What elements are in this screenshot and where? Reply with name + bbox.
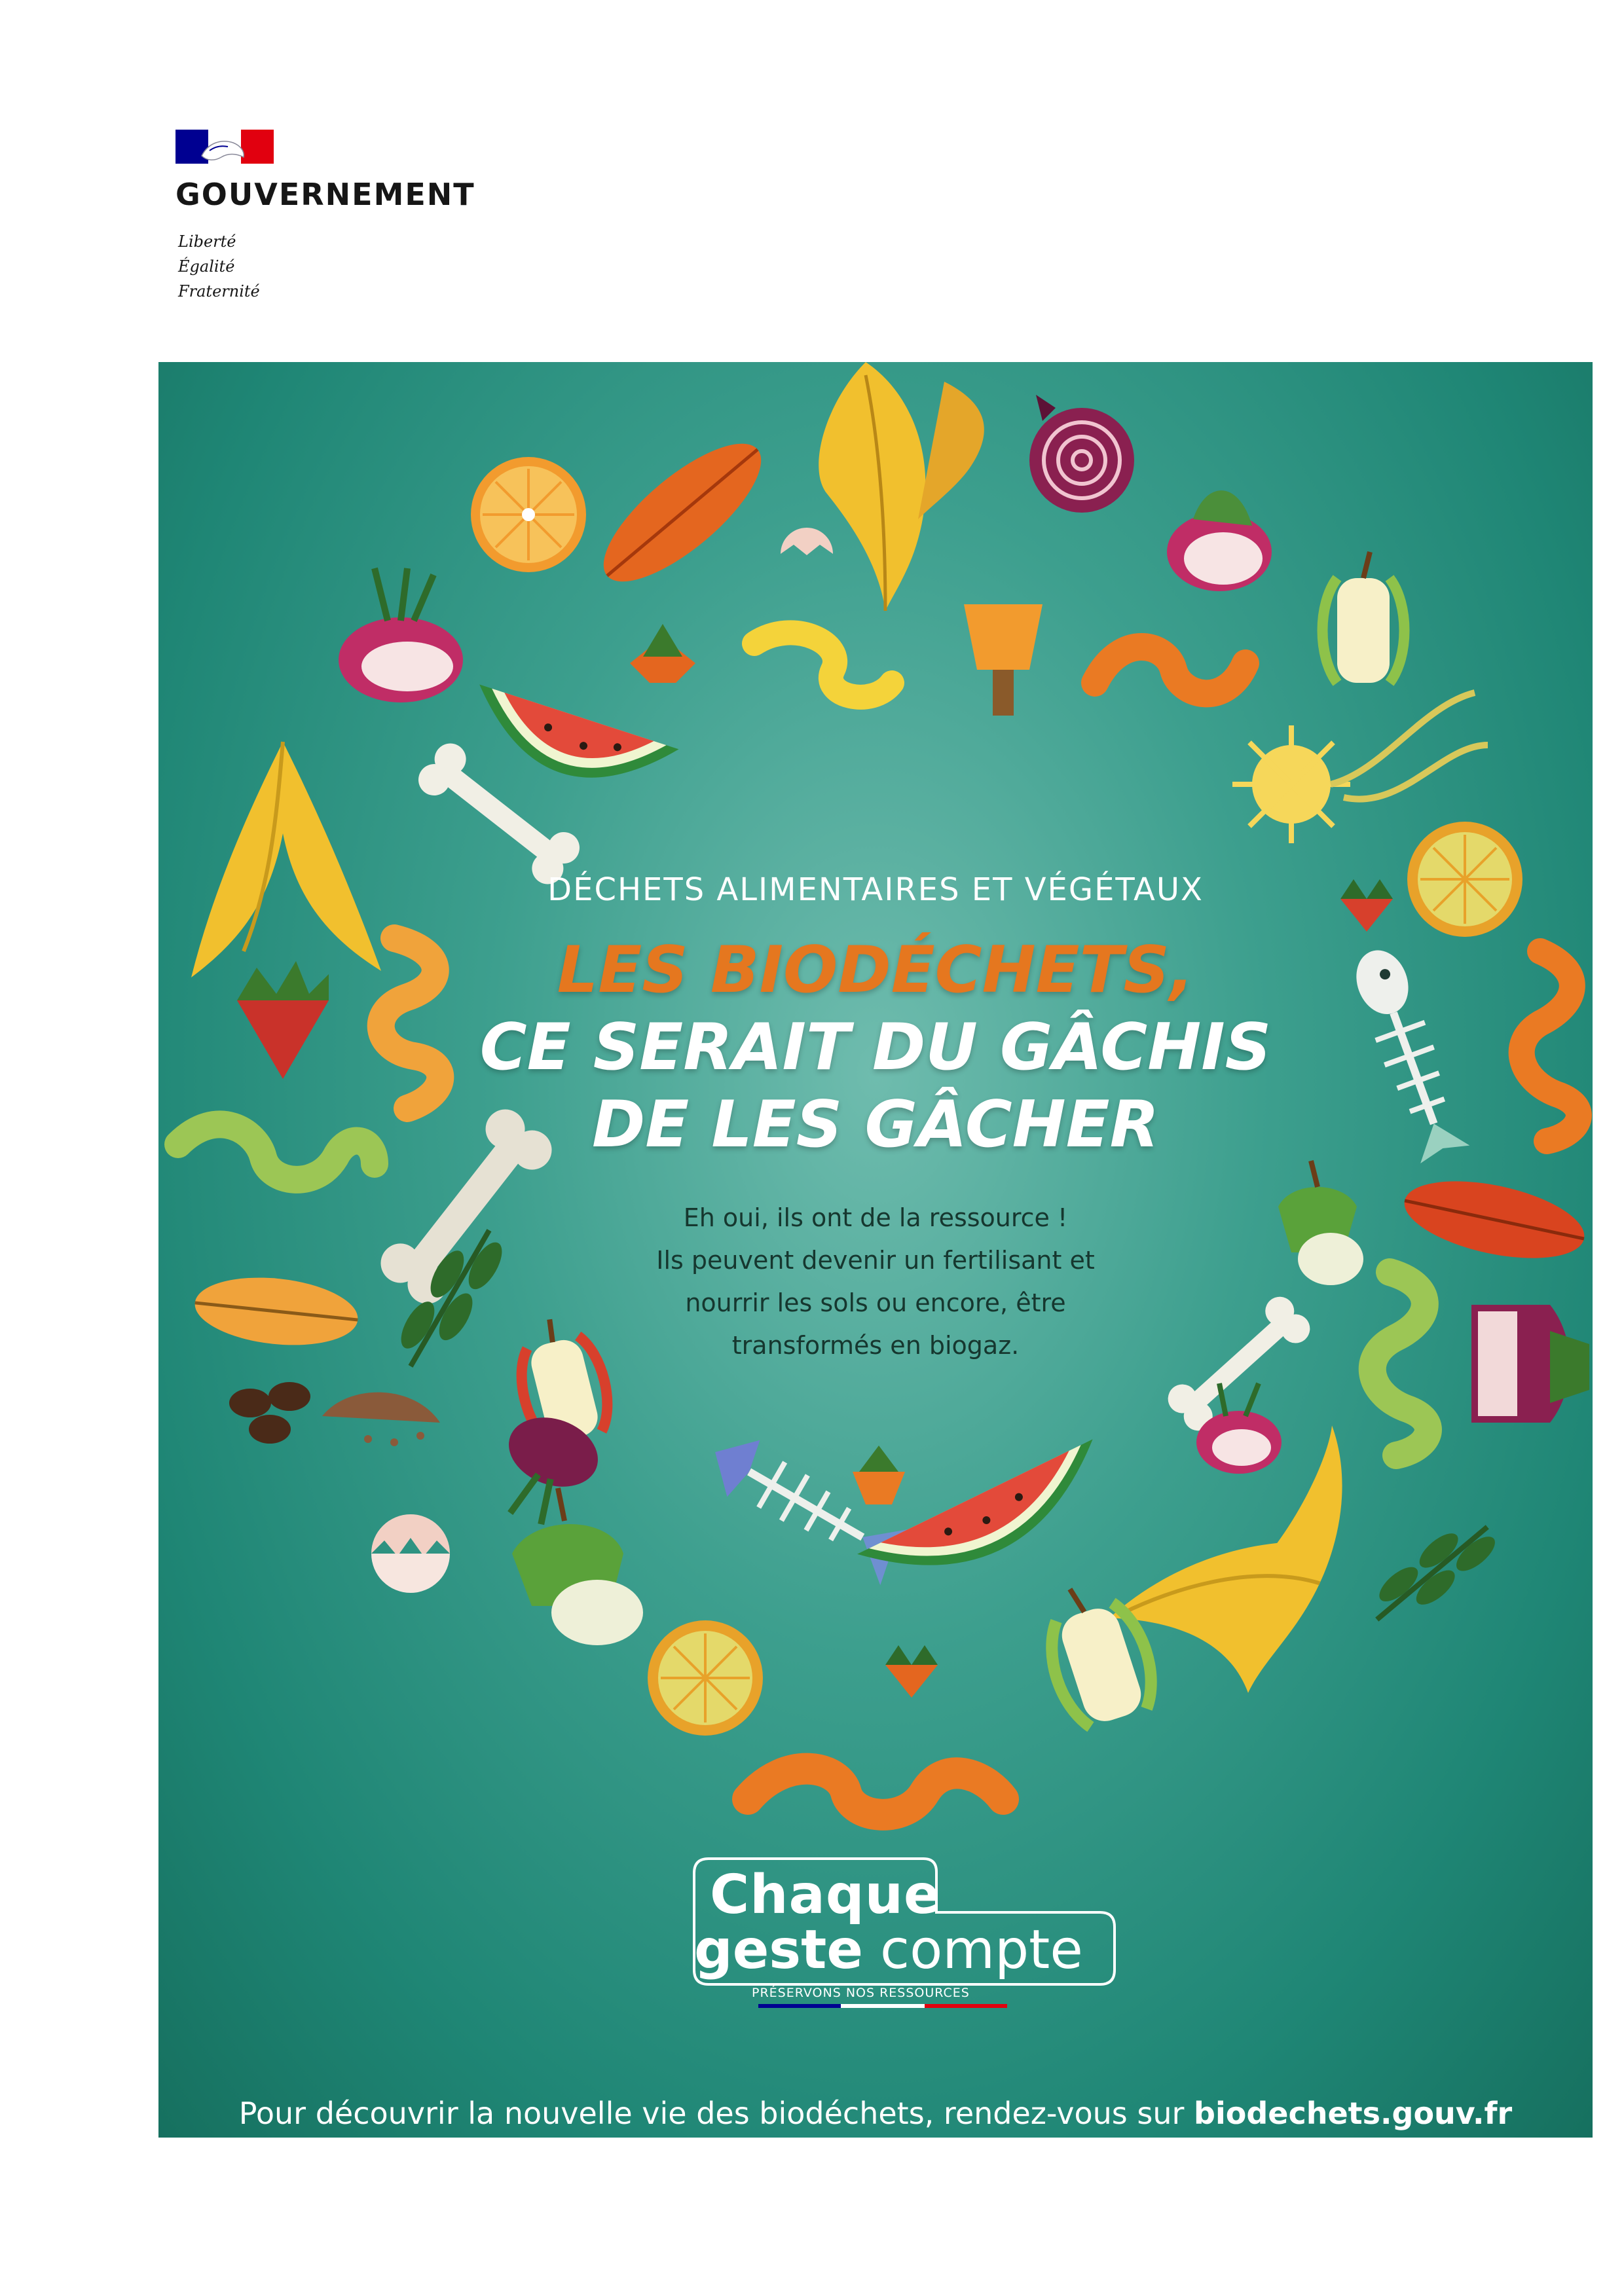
radish-icon: [339, 568, 463, 702]
eggshell-icon: [371, 1514, 450, 1593]
apple-core-icon: [1323, 552, 1405, 683]
campaign-logo-subtitle: PRÉSERVONS NOS RESSOURCES: [752, 1986, 970, 2000]
republic-motto: [178, 229, 260, 304]
republic-flag-logo: [175, 128, 274, 165]
headline-line-2: CE SERAIT DU GÂCHIS: [479, 1010, 1272, 1085]
campaign-logo-line-1: Chaque: [710, 1864, 941, 1926]
body-line-3: nourrir les sols ou encore, être: [685, 1288, 1066, 1317]
footer-link[interactable]: biodechets.gouv.fr: [1194, 2096, 1513, 2131]
corn-husk-icon: [819, 362, 984, 611]
watermelon-rind-icon: [461, 685, 678, 805]
footer-text: Pour découvrir la nouvelle vie des biodéchets, rendez-vous sur: [238, 2096, 1194, 2131]
motto-liberte: Liberté: [178, 232, 236, 251]
apple-core-icon: [512, 1488, 643, 1645]
poster-body: [158, 1197, 1593, 1367]
campaign-logo-bold-word: geste: [694, 1919, 863, 1981]
poster-kicker: DÉCHETS ALIMENTAIRES ET VÉGÉTAUX: [547, 871, 1204, 908]
radish-icon: [1167, 490, 1272, 591]
lemon-slice-icon: [648, 1620, 763, 1736]
campaign-logo: [668, 1853, 1120, 2013]
campaign-logo-rest: compte: [862, 1919, 1083, 1981]
body-line-2: Ils peuvent devenir un fertilisant et: [656, 1246, 1095, 1275]
headline-line-1: LES BIODÉCHETS,: [557, 933, 1194, 1008]
headline-line-3: DE LES GÂCHER: [591, 1087, 1160, 1162]
motto-egalite: Égalité: [178, 257, 235, 276]
tricolor-stripe: [758, 2004, 1007, 2008]
body-line-1: Eh oui, ils ont de la ressource !: [683, 1203, 1068, 1232]
government-logo: [175, 128, 274, 165]
carrot-top-icon: [630, 624, 695, 683]
carrot-top-icon: [853, 1446, 905, 1504]
orange-slice-icon: [471, 457, 586, 572]
government-title: GOUVERNEMENT: [175, 177, 475, 212]
orange-peel-icon: [1095, 647, 1246, 693]
leaf-icon: [584, 422, 781, 603]
campaign-logo-line-2: [694, 1919, 1083, 1981]
poster: [158, 362, 1593, 2138]
strawberry-top-icon: [885, 1645, 938, 1698]
flower-icon: [1232, 693, 1488, 843]
arugula-icon: [1362, 1509, 1503, 1638]
carrot-top-icon: [964, 604, 1043, 716]
red-onion-icon: [1029, 395, 1134, 513]
orange-peel-icon: [748, 1769, 1003, 1815]
orange-peel-icon: [754, 632, 892, 697]
eggshell-icon: [781, 528, 833, 555]
motto-fraternite: Fraternité: [178, 282, 260, 301]
poster-footer: [158, 2096, 1593, 2131]
body-line-4: transformés en biogaz.: [731, 1331, 1020, 1360]
coffee-beans-icon: [229, 1382, 440, 1446]
watermelon-rind-icon: [857, 1439, 1118, 1607]
